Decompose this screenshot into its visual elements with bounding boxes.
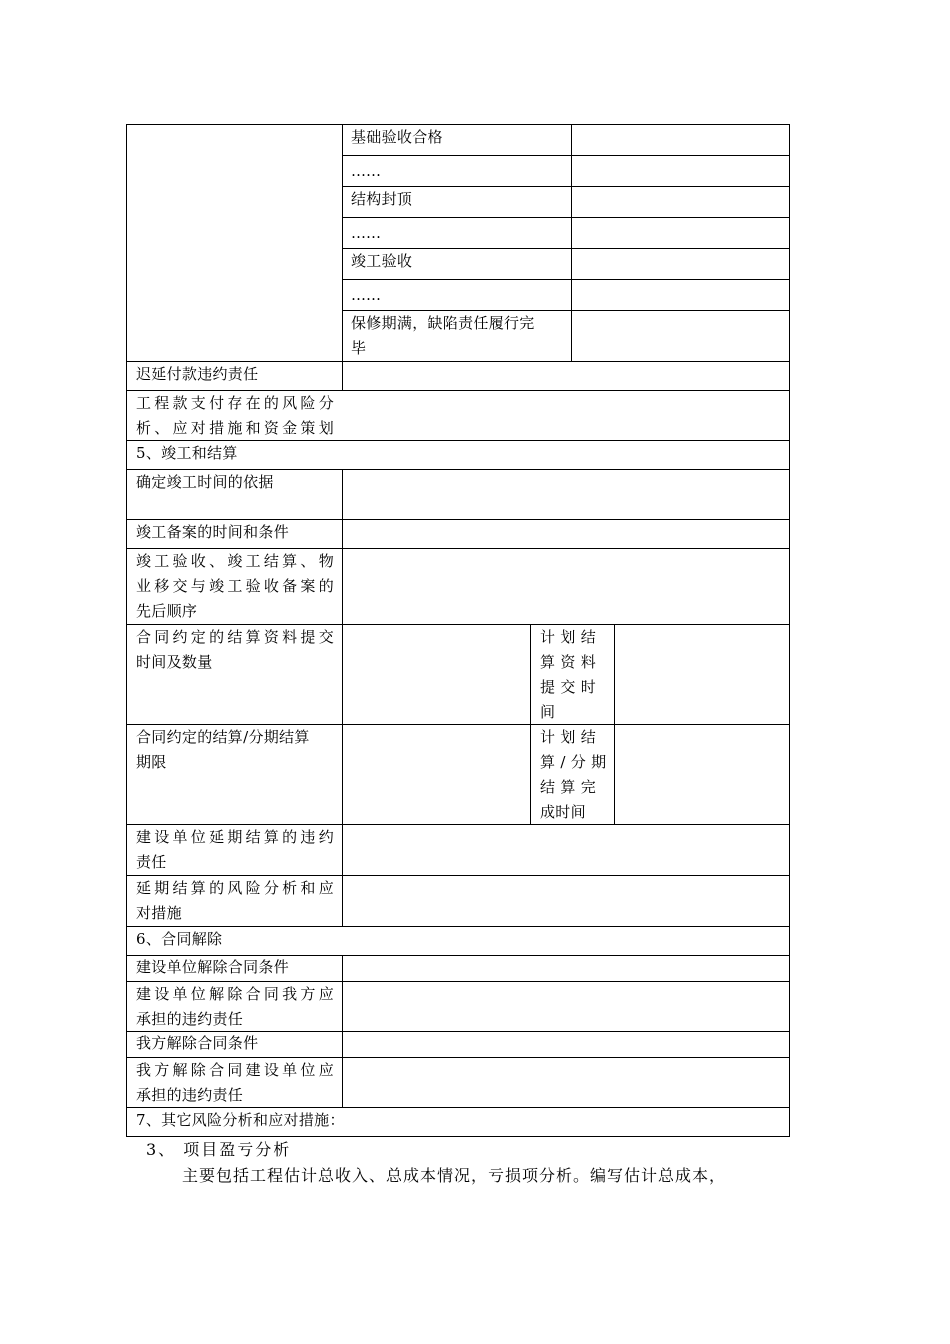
column-divider — [530, 624, 531, 824]
completion-order-label: 竣工验收、竣工结算、物 — [136, 552, 334, 570]
profit-loss-heading: 3、 项目盈亏分析 — [146, 1140, 292, 1159]
plan-submit-label: 计 划 结 — [540, 628, 597, 646]
contract-risk-table — [126, 124, 790, 1137]
plan-finish-label: 计 划 结 — [540, 728, 597, 746]
column-divider — [342, 955, 343, 1107]
column-divider — [342, 469, 343, 926]
our-termination-liability-label: 我方解除合同建设单位应 — [136, 1061, 334, 1079]
section-5-title: 5、竣工和结算 — [136, 444, 238, 462]
completion-record-label: 竣工备案的时间和条件 — [136, 523, 290, 541]
plan-finish-label: 成时间 — [540, 803, 586, 821]
payment-risk-label: 工程款支付存在的风险分 — [136, 394, 334, 412]
owner-termination-liability-label: 建设单位解除合同我方应 — [136, 985, 334, 1003]
milestone-ellipsis: …… — [351, 286, 381, 304]
delay-risk-label-cont: 对措施 — [136, 904, 182, 922]
table-border-top — [126, 124, 790, 125]
milestone-warranty: 保修期满，缺陷责任履行完 — [351, 314, 535, 332]
owner-termination-liability-label-cont: 承担的违约责任 — [136, 1010, 244, 1028]
settlement-submit-label: 合同约定的结算资料提交 — [136, 628, 334, 646]
delay-penalty-label: 建设单位延期结算的违约 — [136, 828, 334, 846]
plan-finish-label: 算 / 分 期 — [540, 753, 607, 771]
row-divider — [342, 217, 790, 218]
plan-finish-label: 结 算 完 — [540, 778, 597, 796]
column-divider — [571, 124, 572, 361]
row-divider — [126, 926, 790, 927]
owner-termination-condition-label: 建设单位解除合同条件 — [136, 958, 290, 976]
plan-submit-label: 算 资 料 — [540, 653, 597, 671]
milestone-warranty-cont: 毕 — [351, 339, 367, 357]
delay-penalty-label-cont: 责任 — [136, 853, 167, 871]
settlement-period-label: 合同约定的结算/分期结算 — [136, 728, 310, 746]
milestone-topping-out: 结构封顶 — [351, 190, 413, 208]
milestone-completion: 竣工验收 — [351, 252, 413, 270]
settlement-submit-label-cont: 时间及数量 — [136, 653, 213, 671]
table-border-bottom — [126, 1136, 790, 1137]
plan-submit-label: 间 — [540, 703, 556, 721]
milestone-foundation: 基础验收合格 — [351, 128, 443, 146]
plan-submit-label: 提 交 时 — [540, 678, 597, 696]
late-payment-penalty-label: 迟延付款违约责任 — [136, 365, 259, 383]
our-termination-liability-label-cont: 承担的违约责任 — [136, 1086, 244, 1104]
profit-loss-paragraph: 主要包括工程估计总收入、总成本情况，亏损项分析。编写估计总成本， — [182, 1166, 727, 1185]
row-divider — [342, 155, 790, 156]
completion-basis-label: 确定竣工时间的依据 — [136, 473, 274, 491]
milestone-ellipsis: …… — [351, 162, 381, 180]
section-7-title: 7、其它风险分析和应对措施： — [136, 1111, 345, 1129]
column-divider — [614, 624, 615, 824]
completion-order-label-cont: 业移交与竣工验收备案的 — [136, 577, 334, 595]
section-6-title: 6、合同解除 — [136, 930, 223, 948]
our-termination-condition-label: 我方解除合同条件 — [136, 1034, 259, 1052]
delay-risk-label: 延期结算的风险分析和应 — [136, 879, 334, 897]
column-divider — [342, 124, 343, 390]
table-border-left — [126, 124, 127, 1137]
completion-order-label-end: 先后顺序 — [136, 602, 198, 620]
table-border-right — [789, 124, 790, 1137]
settlement-period-label-cont: 期限 — [136, 753, 167, 771]
payment-risk-label-cont: 析、应对措施和资金策划 — [136, 419, 334, 437]
milestone-ellipsis: …… — [351, 224, 381, 242]
row-divider — [342, 279, 790, 280]
